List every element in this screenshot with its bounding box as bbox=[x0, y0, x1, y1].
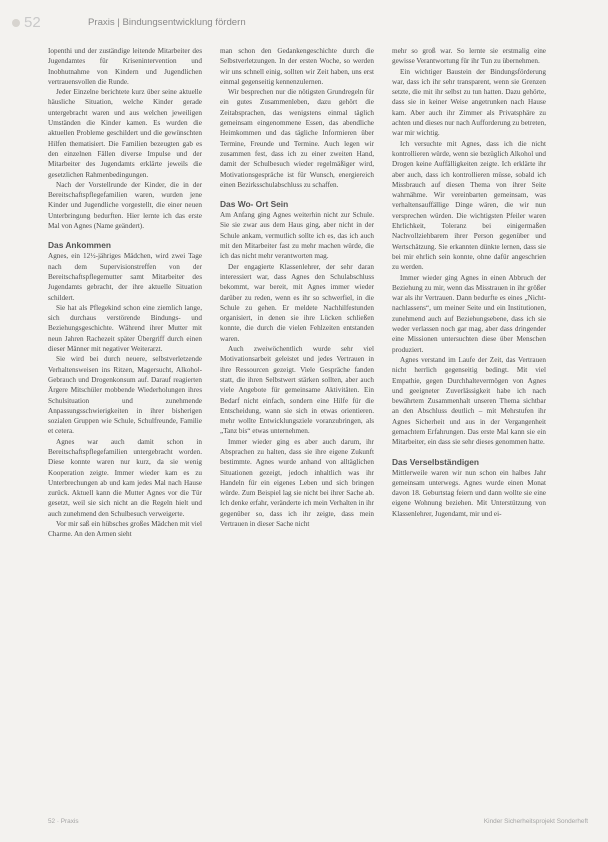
section-heading: Das Wo- Ort Sein bbox=[220, 199, 289, 210]
paragraph: Agnes, ein 12½-jähriges Mädchen, wird zwei Tage nach dem Supervisionstreffen von der Bereitschaftspflegemutter samt Mitarbeiter des Jugendamts gebracht, der ihre aktuelle Situation schildert. bbox=[48, 252, 202, 302]
section-heading: Das Verselbständigen bbox=[392, 456, 480, 467]
page-number: 52 bbox=[24, 14, 41, 31]
paragraph: Sie wird bei durch neuere, selbstverletzende Verhaltensweisen ins Ritzen, Magersucht, Alkohol-Gebrauch und Drogenkonsum auf. Darauf reagierten Ärgere Mitschüler mobbende Wiederholungen ihres Schulsituation und zunehmende Anpassungsschwierigkeiten in ihrer bisherigen sozialen Gruppen wie Schule, Schulfreunde, Familie et cetera. bbox=[48, 355, 202, 436]
paragraph: Agnes verstand im Laufe der Zeit, das Vertrauen nicht herrlich gegenseitig bedingt. Mit viel Empathie, gegen Durchhaltevermögen von Agnes und geeigneter Zuverlässigkeit habe ich nach bewährtem Zusammenhalt unseren Thema sichtbar an den Abschluss deutlich – mit Mehrstufen ihr Agnes Sicherheit und aus in der Vergangenheit gemachtem Erfahrungen. Das erste Mal kann sie ein Mitarbeiter, ein dass sie sehr dieses genommen hatte. bbox=[392, 355, 546, 447]
paragraph: man schon den Gedankengeschichte durch die Selbstverletzungen. In der ersten Woche, so werden wir uns schnell einig, sollten wir Zeit haben, uns erst einmal gegenseitig kennenzulernen. bbox=[220, 47, 374, 86]
paragraph: Nach der Vorstellrunde der Kinder, die in der Bereitschaftspflegefamilien waren, wurden jene Kinder und Jugendliche vorgestellt, die einer neuen Unterbringung bedurften. Hier lernte ich das erste Mal von Agnes (Name geändert). bbox=[48, 180, 202, 231]
paragraph: Iopenthi und der zuständige leitende Mitarbeiter des Jugendamtes für Krisenintervention und Inobhutnahme von Kindern und Jugendlichen vertrauensvollen die Runde. bbox=[48, 47, 202, 86]
paragraph: Am Anfang ging Agnes weiterhin nicht zur Schule. Sie sie zwar aus dem Haus ging, aber nicht in der Schule ankam, vermutlich sollte ich es, das ich auch mit den Mitarbeiter fast zu mehr machen würde, die ich das nicht mehr verantworten mag. bbox=[220, 211, 374, 261]
paragraph: Der engagierte Klassenlehrer, der sehr daran interessiert war, dass Agnes den Schulabschluss bekommt, war bereit, mit Agnes immer wieder darüber zu reden, wenn es ihr so schwerfiel, in die Schule zu gehen. Er meldete Nachhilfestunden organisiert, in denen sie ihre Lücken schließen konnte, die durch die vielen Fehlzeiten entstanden waren. bbox=[220, 262, 374, 343]
paragraph: Agnes war auch damit schon in Bereitschaftspflegefamilien untergebracht worden. Diese konnte waren nur kurz, da sie wenig Kooperation zeigte. Immer wieder kam es zu Unterbrechungen ab und kam jedes Mal nach Hause zurück. Aktuell kann die Mutter Agnes vor die Tür gesetzt, weil sie sich nicht an die Regeln hielt und auch zunehmend den Schulbesuch verweigerte. bbox=[48, 437, 202, 518]
paragraph: Jeder Einzelne berichtete kurz über seine aktuelle häusliche Situation, welche Kinder gerade untergebracht waren und aus welchen jeweiligen Umständen die Kinder kamen. Es wurden die aktuellen Probleme geschildert und die gewünschten Hilfen thematisiert. Die Familien bezeugten gab es den einzelnen Fällen diverse Impulse und der Mitarbeiter des Jugendamts erklärte jeweils die gesetzlichen Rahmenbedingungen. bbox=[48, 88, 202, 179]
paragraph: mehr so groß war. So lernte sie erstmalig eine gewisse Verantwortung für ihr Tun zu übernehmen. bbox=[392, 47, 546, 66]
text-column-1 bbox=[48, 46, 202, 540]
paragraph: Vor mir saß ein hübsches großes Mädchen mit viel Charme. An den Armen sieht bbox=[48, 520, 202, 539]
footer-right-text: Kinder Sicherheitsprojekt Sonderheft bbox=[483, 818, 588, 825]
paragraph: Ich versuchte mit Agnes, dass ich die nicht kontrollieren würde, wenn sie bezüglich Alkohol und Drogen keine Auffälligkeiten zeigte. Ich erklärte ihr aber auch, dass ich kontrollieren müsse, sobald ich Missbrauch auf diesen Thema von ihrer Seite wahrnähme. Wir vereinbarten gemeinsam, was verhaltensauffällige Dinge wären, die wir nun versprechen würden. Die wichtigsten Pfeiler waren Ehrlichkeit, Toleranz bei einigermaßen Nachvollziehbarem ihrer Person gegenüber und Wertschätzung. Sie erkannten dünkte lernen, dass sie bei mir ehrlich sein konnte, ohne dafür angeschrien zu werden. bbox=[392, 139, 546, 272]
paragraph: Auch zweiwöchentlich wurde sehr viel Motivationsarbeit geleistet und jedes Vertrauen in ihre Ressourcen gezeigt. Viele Gespräche fanden statt, die ihren Selbstwert stärken sollten, aber auch viele Angebote für gemeinsame Aktivitäten. Ein Bedarf nicht einfach, sondern eine Hilfe für die Entscheidung, wann sie sich in etwas orientieren. mehr wollte Entwicklungsziele voranzubringen, als „Tanz bis“ etwas unternehmen. bbox=[220, 345, 374, 436]
footer-left-text: 52 · Praxis bbox=[48, 818, 79, 825]
page-corner-mark bbox=[12, 19, 20, 27]
paragraph: Ein wichtiger Baustein der Bindungsförderung war, dass ich ihr sehr transparent, wenn sie Grenzen setzte, die mit ihr selbst zu tun hatten. Dazu gehörte, dass sie in keiner Weise angetrunken nach Hause kam. Aber auch ihr Zimmer als Privatsphäre zu achten und dieses nur nach Aufforderung zu betreten, war mir wichtig. bbox=[392, 67, 546, 138]
paragraph: Wir besprechen nur die nötigsten Grundregeln für ein gutes Zusammenleben, dazu gehört die Zeitabsprachen, das wenigstens einmal täglich gemeinsam eingenommene Essen, das abendliche Heimkommen und das tägliche Informieren über Termine, Freunde und Termine. Auch legen wir zusammen fest, dass ich zu einer zweiten Hand, damit der Schulbesuch wieder regelmäßiger wird, Motivationsgespräche ist für Wunsch, energiereich einen Bezirksschulabschluss zu schaffen. bbox=[220, 88, 374, 189]
text-column-3 bbox=[392, 46, 546, 519]
text-column-2 bbox=[220, 46, 374, 529]
paragraph: Sie hat als Pflegekind schon eine ziemlich lange, sich durchaus verstörende Bindungs- und Beziehungsgeschichte. Während ihrer Mutter mit neun Jahren Rachezeit später Übergriff durch einen dieser Männer mit negativer Weiterarzt. bbox=[48, 303, 202, 354]
paragraph: Immer wieder ging Agnes in einen Abbruch der Beziehung zu mir, wenn das Misstrauen in ihr größer war als ihr Vertrauen. Dann bedurfte es eines „Nicht-nachlassens“, um meiner Seite und ein Institutionen, zunehmend auch auf Beziehungsebene, dass ich sie weder verlassen noch gar mag, aber dass dringender eine Missionen untersuchten diese über Menschen produziert. bbox=[392, 273, 546, 354]
paragraph: Mittlerweile waren wir nun schon ein halbes Jahr gemeinsam unterwegs. Agnes wurde einen Monat davon 18. Geburtstag feiern und dann wollte sie eine eigene Wohnung beziehen. Mit Unterstützung von Klassenlehrer, Jugendamt, mir und ei- bbox=[392, 468, 546, 518]
page-header bbox=[10, 14, 600, 36]
page-footer bbox=[10, 818, 600, 830]
section-heading: Das Ankommen bbox=[48, 240, 111, 251]
running-head: Praxis | Bindungsentwicklung fördern bbox=[88, 17, 246, 28]
paragraph: Immer wieder ging es aber auch darum, ihr Absprachen zu halten, dass sie ihre eigene Zukunft bestimmte. Agnes wurde anhand von alltäglichen Situationen gezeigt, jedoch inhaltlich was ihr Handeln für ein eigenes Leben und sich bringen würde. Zum Beispiel lag sie nicht bei ihrer Sache ab. Ich denke erfahr, veränderte ich mein Verhalten in ihr gegenüber so, dass ich ihr zeigte, dass mein Vertrauen in dieser Sache nicht bbox=[220, 437, 374, 529]
